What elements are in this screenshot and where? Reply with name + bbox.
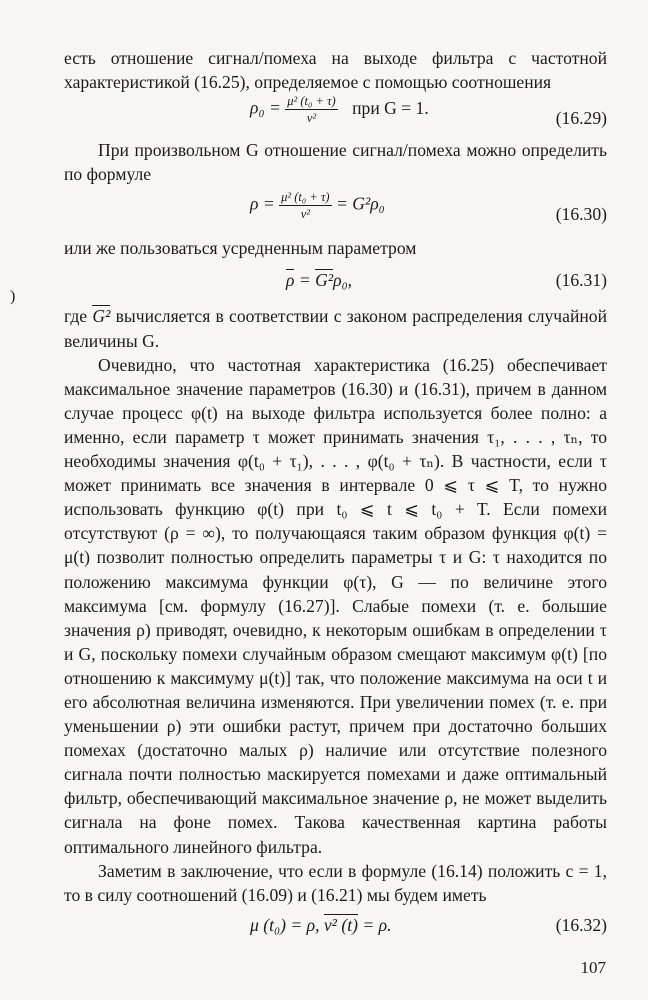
- eq-tail: = ρ.: [362, 914, 392, 935]
- paragraph: [64, 304, 607, 352]
- equation-16-29: [64, 94, 607, 138]
- equation-number: (16.31): [555, 270, 607, 291]
- eq-tail: ρ₀,: [333, 270, 353, 291]
- margin-mark: ): [10, 288, 16, 305]
- text-fragment: где: [64, 306, 88, 327]
- equation-number: (16.32): [555, 914, 607, 935]
- equation-number: (16.30): [555, 204, 607, 225]
- eq-mid: G²: [315, 270, 334, 291]
- fraction: [285, 94, 337, 125]
- equation-16-30: [64, 186, 607, 236]
- text-fragment: вычисляется в соответствии с законом распределения случайной величины G.: [64, 306, 608, 351]
- eq-lhs: μ (t₀) = ρ,: [250, 914, 320, 935]
- eq-lhs: ρ: [286, 270, 295, 291]
- eq-tail: = G²ρ₀: [335, 193, 385, 214]
- paragraph: Очевидно, что частотная характеристика (16.25) обеспечивает максимальное значение параметров (16.30) и (16.31), причем в данном случае процесс φ(t) на выходе фильтра используется более полно: а именно, если параметр τ может принимать значения τ₁, . . . , τₙ, то необходимы значения φ(t₀ + τ₁), . . . , φ(t₀ + τₙ). В частности, если τ может принимать все значения в интервале 0 ⩽ τ ⩽ T, то нужно использовать функцию φ(t) при t₀ ⩽ t ⩽ t₀ + T. Если помехи отсутствуют (ρ = ∞), то получающаяся таким образом функция φ(t) = μ(t) позволит полностью определить параметры τ и G: τ находится по положению максимума функции φ(τ), G — по величине этого максимума [см. формулу (16.27)]. Слабые помехи (т. е. большие значения ρ) приводят, очевидно, к некоторым ошибкам в определении τ и G, поскольку помехи случайным образом смещают максимум φ(t) [по отношению к максимуму μ(t)] так, что положение максимума на оси t и его абсолютная величина изменяются. При увеличении помех (т. е. при уменьшении ρ) эти ошибки растут, причем при достаточно больших помехах (достаточно малых ρ) наличие или отсутствие полезного сигнала почти полностью маскируется помехами и даже оптимальный фильтр, обеспечивающий максимальное значение ρ, не может выделить сигнала на фоне помех. Такова качественная картина работы оптимального линейного фильтра.: [64, 354, 607, 857]
- paragraph: есть отношение сигнал/помеха на выходе фильтра с частотной характеристикой (16.25), определяемое с помощью соотношения: [64, 48, 607, 93]
- eq-lhs: ρ₀ =: [250, 97, 281, 118]
- inline-symbol: G²: [92, 306, 111, 327]
- paragraph: Заметим в заключение, что если в формуле (16.14) положить c = 1, то в силу соотношений (16.09) и (16.21) мы будем иметь: [64, 860, 607, 905]
- page-content: [64, 46, 607, 943]
- paragraph: При произвольном G отношение сигнал/помеха можно определить по формуле: [64, 140, 607, 185]
- eq-tail: при G = 1.: [352, 97, 429, 118]
- equation-16-32: [64, 907, 607, 943]
- equation-16-31: [64, 260, 607, 300]
- equation-number: (16.29): [555, 108, 607, 129]
- numerator: μ² (t₀ + τ): [281, 190, 330, 205]
- denominator: ν²: [300, 207, 310, 222]
- eq-lhs: ρ =: [250, 193, 275, 214]
- page-number: 107: [580, 958, 606, 977]
- numerator: μ² (t₀ + τ): [287, 94, 336, 109]
- eq-sign: =: [298, 270, 311, 291]
- eq-mid: ν² (t): [323, 914, 358, 935]
- fraction: [279, 190, 331, 221]
- paragraph: или же пользоваться усредненным параметром: [64, 238, 417, 259]
- denominator: ν²: [306, 111, 317, 126]
